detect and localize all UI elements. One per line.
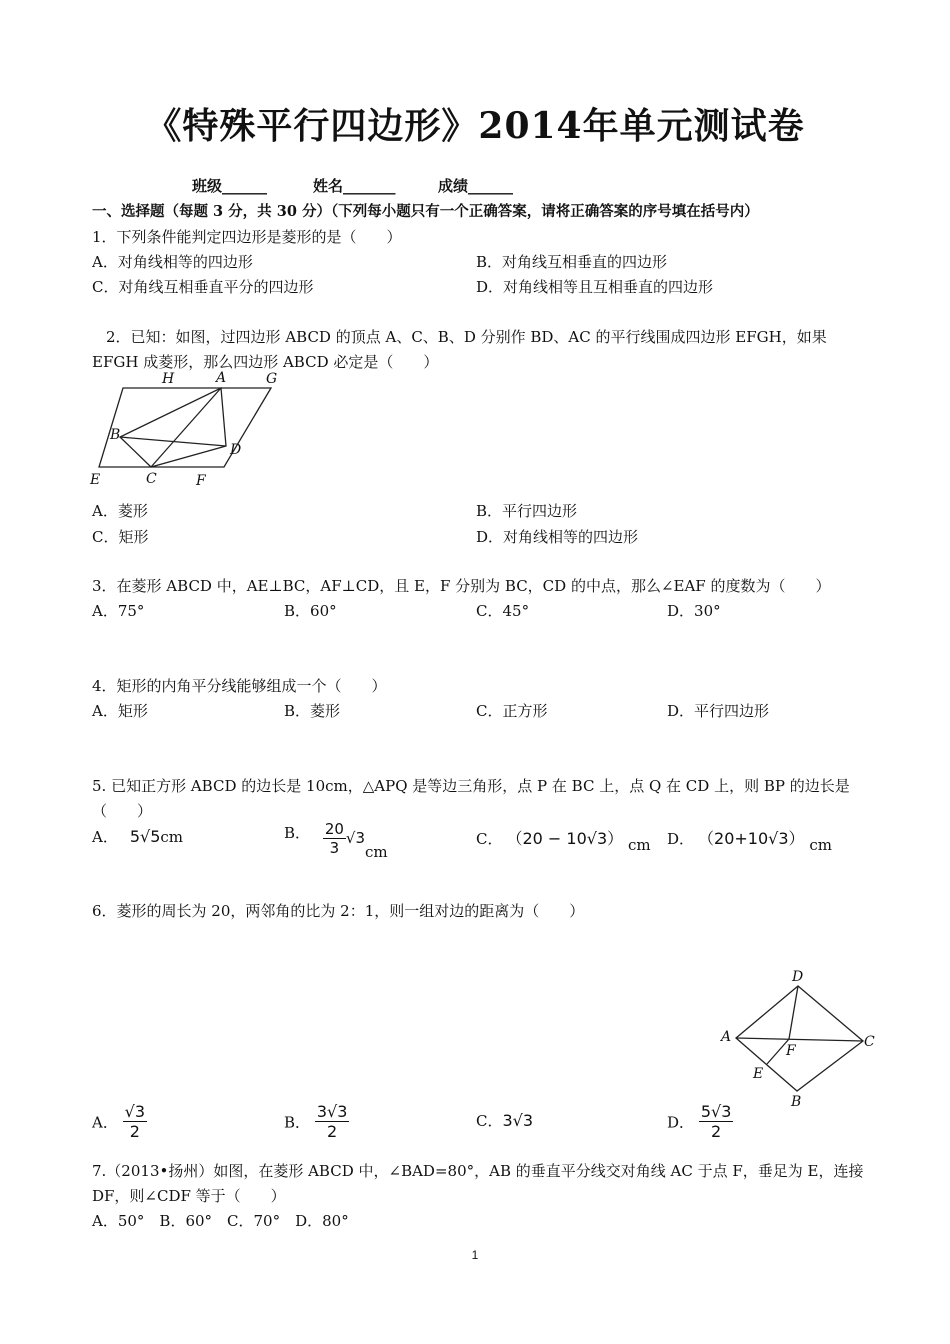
q4-option-a: A．矩形: [92, 702, 148, 720]
q7-stem-line2: DF，则∠CDF 等于（ ）: [92, 1187, 286, 1205]
q1-option-d: D．对角线相等且互相垂直的四边形: [476, 278, 714, 296]
label-e: E: [753, 1066, 764, 1082]
q6-a-fraction: $\frac{√3}{2}$: [124, 1102, 145, 1141]
q2-option-d: D．对角线相等的四边形: [476, 528, 639, 546]
label-h: H: [162, 371, 175, 387]
q7-stem-line1: 7.（2013•扬州）如图，在菱形 ABCD 中，∠BAD=80°，AB 的垂直平分线交对角线 AC 于点 F，垂足为 E，连接: [92, 1162, 864, 1180]
diagonal-ac: [736, 1038, 863, 1041]
q5-option-b: B． $\frac{20}{3}$ √3cm: [284, 820, 388, 861]
label-c: C: [864, 1034, 875, 1050]
q6-option-b: B． $\frac{3√3}{2}$: [284, 1102, 348, 1141]
q3-option-b: B．60°: [284, 602, 337, 620]
q6-b-fraction: $\frac{3√3}{2}$: [316, 1102, 348, 1141]
q7-figure: [716, 966, 882, 1112]
q2-stem-line1: 2．已知：如图，过四边形 ABCD 的顶点 A、C、B、D 分别作 BD、AC 的平行线围成四边形 EFGH，如果: [106, 328, 827, 346]
q5-option-a: A． 5√5cm: [92, 827, 184, 846]
label-f: F: [196, 473, 206, 489]
label-d: D: [792, 969, 804, 985]
label-f: F: [786, 1043, 796, 1059]
class-field: 班级______: [192, 177, 268, 195]
q2-figure: [88, 366, 298, 492]
q4-option-d: D．平行四边形: [667, 702, 770, 720]
segment-df: [789, 986, 798, 1039]
q2-option-b: B．平行四边形: [476, 502, 578, 520]
q3-option-d: D．30°: [667, 602, 721, 620]
q3-option-a: A．75°: [92, 602, 145, 620]
score-field: 成绩______: [438, 177, 514, 195]
q5-option-c: C． （20 − 10√3） cm: [476, 829, 651, 854]
q7-options: A．50° B．60° C．70° D．80°: [92, 1212, 349, 1230]
name-field: 姓名_______: [313, 177, 396, 195]
q6-c-math: 3√3: [502, 1111, 534, 1130]
q1-option-c: C．对角线互相垂直平分的四边形: [92, 278, 314, 296]
q3-option-c: C．45°: [476, 602, 530, 620]
q2-option-c: C．矩形: [92, 528, 149, 546]
q5-stem-line1: 5. 已知正方形 ABCD 的边长是 10cm，△APQ 是等边三角形，点 P 在 BC 上，点 Q 在 CD 上，则 BP 的边长是: [92, 777, 850, 795]
q6-option-a: A． $\frac{√3}{2}$: [92, 1102, 145, 1141]
label-e: E: [90, 472, 101, 488]
q5-c-math: （20 − 10√3）: [514, 829, 624, 848]
q1-option-b: B．对角线互相垂直的四边形: [476, 253, 668, 271]
parallelogram-efgh: [99, 388, 271, 467]
q5-b-fraction: $\frac{20}{3}$: [324, 820, 344, 857]
q6-option-c: C．3√3: [476, 1111, 534, 1130]
q5-stem-line2: （ ）: [92, 802, 153, 820]
page-title: 《特殊平行四边形》2014年单元测试卷: [145, 105, 805, 147]
page-number: 1: [471, 1248, 479, 1262]
label-c: C: [146, 471, 157, 487]
label-d: D: [230, 442, 242, 458]
q1-option-a: A．对角线相等的四边形: [92, 253, 253, 271]
q3-stem: 3．在菱形 ABCD 中，AE⊥BC，AF⊥CD，且 E，F 分别为 BC，CD 的中点，那么∠EAF 的度数为（ ）: [92, 577, 831, 595]
q4-stem: 4．矩形的内角平分线能够组成一个（ ）: [92, 677, 387, 695]
q5-a-math: 5√5: [129, 827, 161, 846]
q4-option-b: B．菱形: [284, 702, 341, 720]
q4-option-c: C．正方形: [476, 702, 548, 720]
q6-stem: 6．菱形的周长为 20，两邻角的比为 2：1，则一组对边的距离为（ ）: [92, 902, 585, 920]
label-b: B: [110, 427, 121, 443]
q5-option-d: D． （20+10√3） cm: [667, 829, 832, 854]
label-g: G: [266, 371, 278, 387]
label-a: A: [721, 1029, 732, 1045]
label-b: B: [791, 1094, 802, 1110]
q6-option-d: D． $\frac{5√3}{2}$: [667, 1102, 732, 1141]
q2-option-a: A．菱形: [92, 502, 148, 520]
section-heading: 一、选择题（每题 3 分，共 30 分）（下列每小题只有一个正确答案，请将正确答案的序号填在括号内）: [92, 203, 759, 220]
q6-d-fraction: $\frac{5√3}{2}$: [700, 1102, 732, 1141]
q2-stem-line2: EFGH 成菱形，那么四边形 ABCD 必定是（ ）: [92, 353, 439, 371]
q5-d-math: （20+10√3）: [706, 829, 805, 848]
q1-stem: 1．下列条件能判定四边形是菱形的是（ ）: [92, 228, 402, 246]
label-a: A: [216, 370, 227, 386]
